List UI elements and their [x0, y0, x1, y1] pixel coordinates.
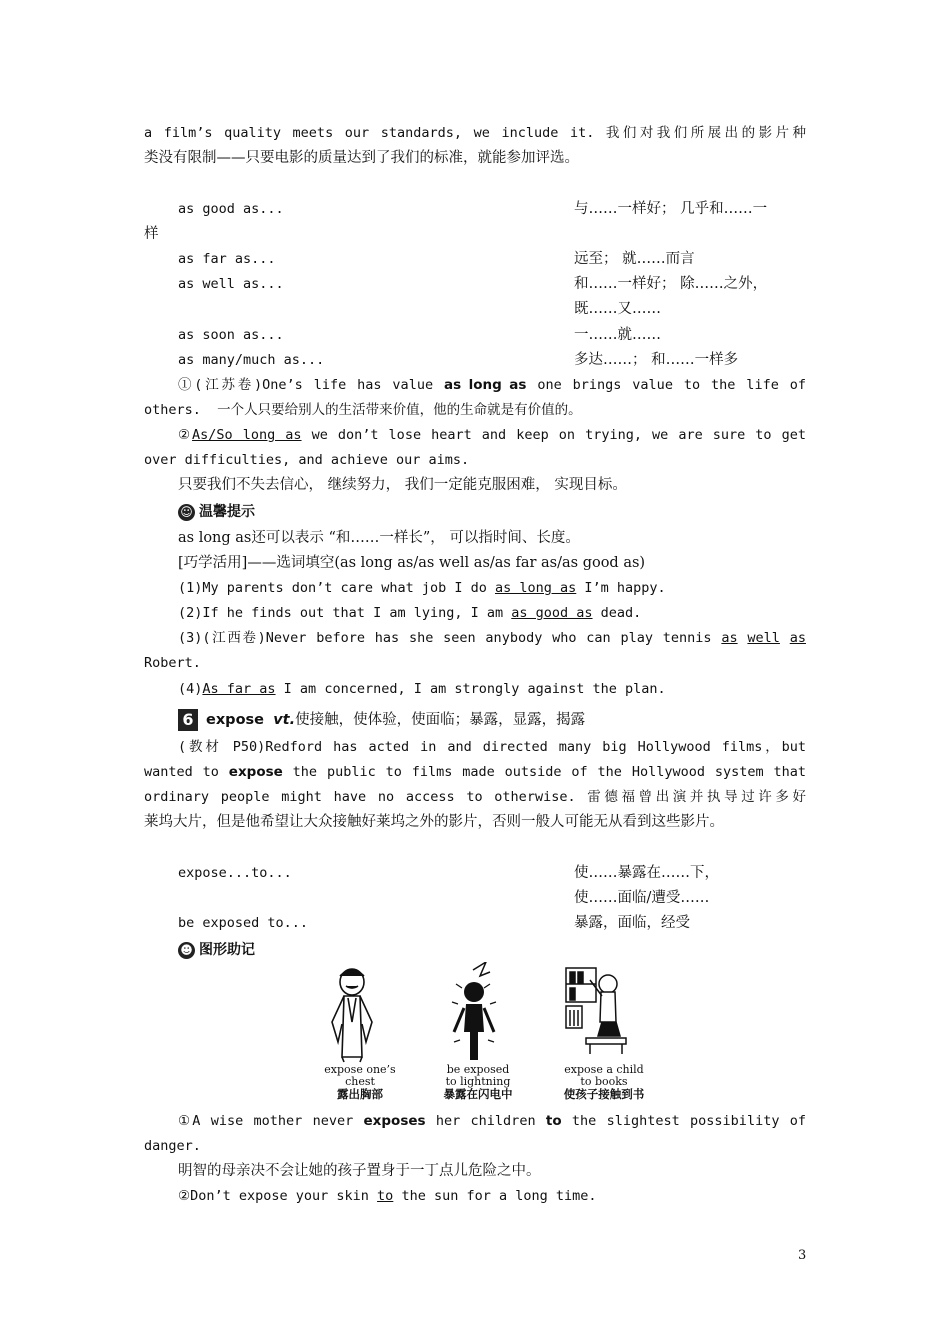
entry-number-badge: 6: [178, 709, 198, 731]
phrase-en: as far as...: [178, 251, 276, 267]
figure-caption-3: [554, 1064, 654, 1100]
example-2-line-1: [178, 425, 806, 445]
headword-meaning: 使接触，使体验，使面临；暴露，显露，揭露: [295, 712, 586, 728]
example-text: wanted to: [144, 764, 229, 780]
tip-text: as long as还可以表示 “和……一样长”， 可以指时间、长度。: [178, 530, 580, 546]
mnemonic-figure: [318, 962, 698, 1107]
child-books-figure: [566, 968, 626, 1054]
example-1-line-1: [178, 375, 806, 395]
answer: to: [377, 1188, 394, 1204]
question-text: I am concerned, I am strongly against the plan.: [275, 681, 666, 697]
phrase-zh: 和……一样好； 除……之外，: [574, 276, 768, 292]
caption-zh: 露出胸部: [337, 1087, 383, 1101]
question-text: I’m happy.: [576, 580, 666, 596]
practice-q3: [178, 628, 806, 648]
phrase-zh: 与……一样好； 几乎和……一: [574, 201, 768, 217]
example-3-translation: 明智的母亲决不会让她的孩子置身于一丁点儿危险之中。: [178, 1163, 541, 1179]
headword: expose: [206, 712, 264, 728]
figure-caption-2: [436, 1064, 520, 1100]
figure-caption-1: [318, 1064, 402, 1100]
example-2-line-2: over difficulties, and achieve our aims.: [144, 452, 470, 468]
phrase-en: be exposed to...: [178, 915, 309, 931]
answer: as long as: [494, 580, 577, 596]
phrase-zh-wrap: 样: [144, 226, 159, 242]
practice-q4: [178, 679, 666, 699]
keyword: to: [545, 1113, 562, 1129]
example-2-translation: 只要我们不失去信心， 继续努力， 我们一定能克服困难， 实现目标。: [178, 477, 627, 493]
phrase-zh: 多达……； 和……一样多: [574, 352, 739, 368]
entry-6-heading: [178, 708, 585, 732]
example-text: ①(江苏卷)One’s life has value: [178, 377, 444, 393]
phrase-en: expose...to...: [178, 865, 292, 881]
man-chest-figure: [332, 969, 372, 1062]
phrase-zh: 使……面临/遭受……: [574, 890, 710, 906]
part-of-speech: vt.: [273, 712, 296, 728]
tip-title: 温馨提示: [199, 504, 255, 520]
caption-en: chest: [345, 1075, 375, 1088]
practice-q2: [178, 603, 641, 623]
caption-zh: 暴露在闪电中: [443, 1087, 513, 1101]
entry-6-line-2: [144, 762, 806, 782]
question-text: dead.: [592, 605, 642, 621]
example-number: ②: [178, 427, 193, 443]
entry-6-line-4: 莱坞大片，但是他希望让大众接触好莱坞之外的影片，否则一般人可能无从看到这些影片。: [144, 814, 724, 830]
answer: well: [747, 630, 780, 646]
caption-zh: 使孩子接触到书: [563, 1087, 645, 1101]
answer: as: [721, 630, 738, 646]
keyword: expose: [228, 764, 283, 780]
caption-en: expose one’s: [324, 1063, 396, 1076]
smiley-icon: ☺: [178, 504, 195, 521]
example-1-line-2: others. 一个人只要给别人的生活带来价值，他的生命就是有价值的。: [144, 402, 582, 418]
caption-en: to books: [580, 1075, 628, 1088]
question-text: (1)My parents don’t care what job I do: [178, 580, 495, 596]
question-text: (3)(江西卷)Never before has she seen anybody who can play tennis: [178, 630, 722, 646]
phrase-zh: 既……又……: [574, 301, 661, 317]
example-text: we don’t lose heart and keep on trying, we are sure to get: [301, 427, 806, 443]
entry-6-line-3: ordinary people might have no access to otherwise. 雷德福曾出演并执导过许多好: [144, 789, 806, 805]
practice-q1: [178, 578, 666, 598]
head-bulb-icon: ☻: [178, 942, 195, 959]
keyword: As/So long as: [192, 427, 302, 443]
page-number: 3: [798, 1248, 807, 1263]
phrase-en: as well as...: [178, 276, 284, 292]
answer: as good as: [511, 605, 593, 621]
practice-q3-line-2: Robert.: [144, 655, 201, 671]
question-text: (4): [178, 681, 203, 697]
phrase-en: as soon as...: [178, 327, 284, 343]
phrase-zh: 使……暴露在……下，: [574, 865, 719, 881]
example-3-line-2: danger.: [144, 1138, 201, 1154]
entry-6-line-1: (教材 P50)Redford has acted in and directed many big Hollywood films，but: [178, 739, 806, 755]
example-text: the public to films made outside of the Hollywood system that: [282, 764, 807, 780]
tip-heading: [178, 502, 255, 522]
caption-en: to lightning: [445, 1075, 511, 1088]
caption-en: expose a child: [564, 1063, 644, 1076]
example-text: one brings value to the life of: [526, 377, 806, 393]
keyword: as long as: [443, 377, 527, 393]
example-4-line-1: [178, 1186, 597, 1206]
memo-title: 图形助记: [199, 942, 255, 958]
phrase-zh: 一……就……: [574, 327, 661, 343]
example-3-line-1: [178, 1111, 806, 1131]
example-text: ②Don’t expose your skin: [178, 1188, 378, 1204]
caption-en: be exposed: [446, 1063, 510, 1076]
example-text: the sun for a long time.: [393, 1188, 597, 1204]
example-text: ①A wise mother never: [178, 1113, 364, 1129]
memo-heading: [178, 940, 255, 960]
phrase-zh: 暴露，面临，经受: [574, 915, 690, 931]
answer: as: [789, 630, 806, 646]
keyword: exposes: [363, 1113, 426, 1129]
example-text: the slightest possibility of: [561, 1113, 807, 1129]
phrase-en: as good as...: [178, 201, 284, 217]
practice-title: [巧学活用]——选词填空(as long as/as well as/as far as/as good as): [178, 555, 646, 571]
lightning-figure: [452, 962, 496, 1060]
phrase-zh: 远至； 就……而言: [574, 251, 695, 267]
intro-line-1: a film’s quality meets our standards, we include it. 我们对我们所展出的影片种: [144, 125, 806, 141]
phrase-en: as many/much as...: [178, 352, 325, 368]
intro-line-2: 类没有限制——只要电影的质量达到了我们的标准，就能参加评选。: [144, 150, 579, 166]
question-text: (2)If he finds out that I am lying, I am: [178, 605, 512, 621]
example-text: her children: [425, 1113, 546, 1129]
answer: As far as: [202, 681, 276, 697]
